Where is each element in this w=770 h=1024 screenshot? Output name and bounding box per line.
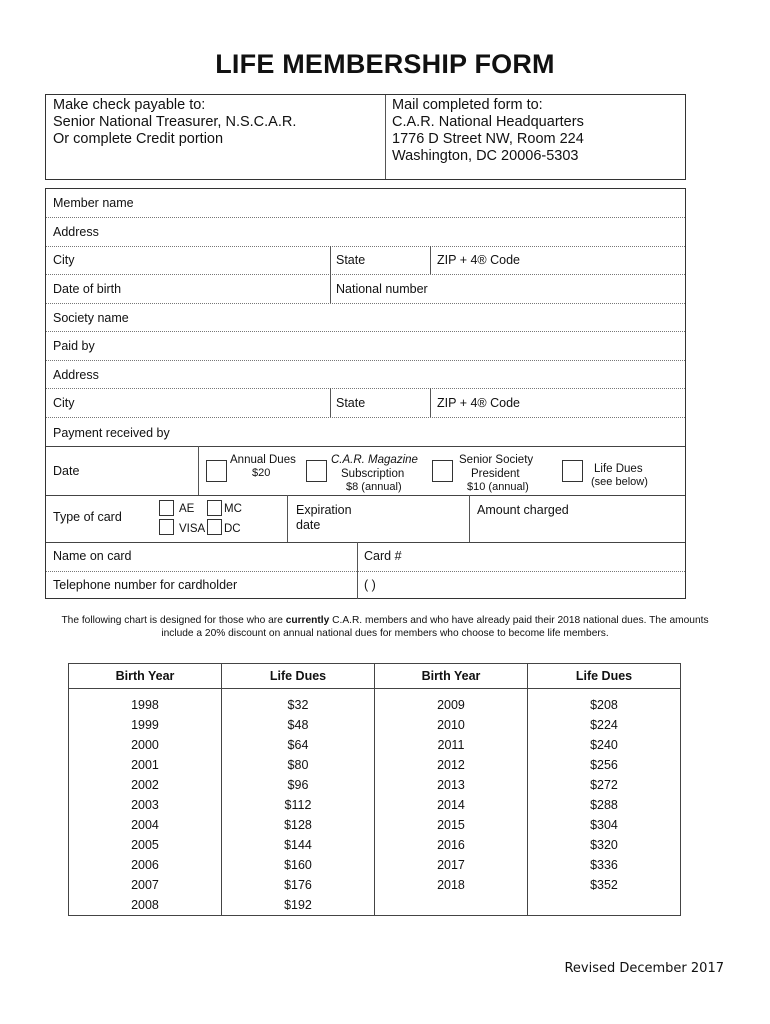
- president-price: $10 (annual): [467, 481, 529, 493]
- name-on-card-field[interactable]: Name on card: [53, 549, 132, 563]
- birth-year-cell: 2016: [374, 835, 527, 855]
- life-dues-cell: $320: [527, 835, 680, 855]
- life-dues-cell: $288: [527, 795, 680, 815]
- payer-city-field[interactable]: City: [53, 396, 75, 410]
- header-birth-year-1: Birth Year: [69, 664, 222, 689]
- life-dues-cell: $256: [527, 755, 680, 775]
- mail-line-4: Washington, DC 20006-5303: [392, 148, 579, 164]
- table-row: [69, 715, 681, 735]
- instructions-divider: [385, 95, 386, 179]
- card-number-field[interactable]: Card #: [364, 549, 402, 563]
- dues-explanation-part1: The following chart is designed for those who are: [61, 615, 286, 626]
- life-dues-cell: $160: [221, 855, 374, 875]
- life-dues-cell: $144: [221, 835, 374, 855]
- birth-year-cell: 2004: [69, 815, 222, 835]
- life-dues-note: (see below): [591, 476, 648, 488]
- magazine-subscription-label: Subscription: [341, 468, 405, 480]
- payment-received-by-field[interactable]: Payment received by: [53, 426, 170, 440]
- table-row: [69, 835, 681, 855]
- expiration-field[interactable]: Expiration: [296, 503, 352, 517]
- table-row: [69, 689, 681, 716]
- table-row: [69, 875, 681, 895]
- birth-year-cell: 2017: [374, 855, 527, 875]
- telephone-field[interactable]: Telephone number for cardholder: [53, 578, 238, 592]
- birth-year-cell: [374, 895, 527, 916]
- dues-explanation-part2: C.A.R. members and who have already paid their 2018 national dues. The amounts include a 20% discount on annual national dues for members who choose to become life members.: [161, 615, 709, 639]
- president-checkbox[interactable]: [432, 460, 453, 482]
- table-row: [69, 815, 681, 835]
- life-dues-cell: $48: [221, 715, 374, 735]
- mail-line-2: C.A.R. National Headquarters: [392, 114, 584, 130]
- birth-year-cell: 2000: [69, 735, 222, 755]
- life-dues-cell: $32: [221, 689, 374, 716]
- payable-line-2: Senior National Treasurer, N.S.C.A.R.: [53, 114, 297, 130]
- birth-year-cell: 2008: [69, 895, 222, 916]
- table-header-row: [69, 664, 681, 689]
- birth-year-cell: 2007: [69, 875, 222, 895]
- life-dues-cell: $272: [527, 775, 680, 795]
- birth-year-cell: 2002: [69, 775, 222, 795]
- national-number-field[interactable]: National number: [336, 282, 428, 296]
- president-title-label: President: [471, 468, 520, 480]
- instructions-box: [45, 94, 686, 180]
- visa-label: VISA: [179, 523, 206, 535]
- birth-year-cell: 2015: [374, 815, 527, 835]
- mc-checkbox[interactable]: [207, 500, 222, 516]
- type-of-card-label: Type of card: [53, 510, 122, 524]
- life-dues-cell: $224: [527, 715, 680, 735]
- birth-year-cell: 1999: [69, 715, 222, 735]
- date-field[interactable]: Date: [53, 464, 80, 478]
- revision-date: Revised December 2017: [564, 961, 724, 976]
- mail-line-3: 1776 D Street NW, Room 224: [392, 131, 584, 147]
- life-dues-cell: $352: [527, 875, 680, 895]
- member-zip-field[interactable]: ZIP + 4® Code: [437, 253, 520, 267]
- birth-year-cell: 1998: [69, 689, 222, 716]
- birth-year-cell: 2001: [69, 755, 222, 775]
- life-dues-table: [68, 663, 681, 916]
- mail-line-1: Mail completed form to:: [392, 97, 543, 113]
- telephone-area-code[interactable]: ( ): [364, 578, 376, 592]
- dues-explanation-emphasis: currently: [285, 615, 330, 626]
- life-dues-cell: $240: [527, 735, 680, 755]
- life-dues-cell: $112: [221, 795, 374, 815]
- birth-year-cell: 2009: [374, 689, 527, 716]
- header-life-dues-2: Life Dues: [527, 664, 680, 689]
- life-dues-cell: $80: [221, 755, 374, 775]
- life-dues-cell: $304: [527, 815, 680, 835]
- ae-checkbox[interactable]: [159, 500, 174, 516]
- birth-year-cell: 2012: [374, 755, 527, 775]
- birth-year-cell: 2018: [374, 875, 527, 895]
- life-dues-label: Life Dues: [594, 463, 643, 475]
- member-city-field[interactable]: City: [53, 253, 75, 267]
- table-row: [69, 895, 681, 916]
- birth-year-cell: 2013: [374, 775, 527, 795]
- mc-label: MC: [224, 503, 242, 515]
- birth-year-cell: 2010: [374, 715, 527, 735]
- magazine-label: C.A.R. Magazine: [331, 454, 418, 466]
- life-dues-cell: [527, 895, 680, 916]
- life-dues-cell: $336: [527, 855, 680, 875]
- society-name-field[interactable]: Society name: [53, 311, 129, 325]
- life-dues-cell: $192: [221, 895, 374, 916]
- table-row: [69, 755, 681, 775]
- magazine-checkbox[interactable]: [306, 460, 327, 482]
- life-dues-cell: $176: [221, 875, 374, 895]
- life-dues-cell: $64: [221, 735, 374, 755]
- annual-dues-checkbox[interactable]: [206, 460, 227, 482]
- birth-year-cell: 2003: [69, 795, 222, 815]
- dues-explanation: [45, 614, 725, 640]
- expiration-date-label: date: [296, 518, 321, 532]
- member-address-field[interactable]: Address: [53, 225, 99, 239]
- payer-zip-field[interactable]: ZIP + 4® Code: [437, 396, 520, 410]
- form-title: LIFE MEMBERSHIP FORM: [215, 49, 555, 79]
- visa-checkbox[interactable]: [159, 519, 174, 535]
- header-birth-year-2: Birth Year: [374, 664, 527, 689]
- table-row: [69, 735, 681, 755]
- table-row: [69, 795, 681, 815]
- magazine-price: $8 (annual): [346, 481, 402, 493]
- birth-year-cell: 2011: [374, 735, 527, 755]
- ae-label: AE: [179, 503, 195, 515]
- life-dues-cell: $96: [221, 775, 374, 795]
- payable-line-1: Make check payable to:: [53, 97, 206, 113]
- member-name-field[interactable]: Member name: [53, 196, 134, 210]
- dc-checkbox[interactable]: [207, 519, 222, 535]
- payable-line-3: Or complete Credit portion: [53, 131, 224, 147]
- birth-year-cell: 2005: [69, 835, 222, 855]
- date-of-birth-field[interactable]: Date of birth: [53, 282, 122, 296]
- payer-state-field[interactable]: State: [336, 396, 366, 410]
- table-row: [69, 775, 681, 795]
- member-state-field[interactable]: State: [336, 253, 366, 267]
- annual-dues-label: Annual Dues: [230, 454, 296, 466]
- header-life-dues-1: Life Dues: [221, 664, 374, 689]
- life-dues-checkbox[interactable]: [562, 460, 583, 482]
- life-dues-cell: $128: [221, 815, 374, 835]
- payer-address-field[interactable]: Address: [53, 368, 99, 382]
- dc-label: DC: [224, 523, 241, 535]
- membership-form: [45, 188, 686, 599]
- birth-year-cell: 2006: [69, 855, 222, 875]
- paid-by-field[interactable]: Paid by: [53, 339, 95, 353]
- table-row: [69, 855, 681, 875]
- birth-year-cell: 2014: [374, 795, 527, 815]
- amount-charged-field[interactable]: Amount charged: [477, 503, 569, 517]
- annual-dues-price: $20: [252, 467, 271, 479]
- president-label: Senior Society: [459, 454, 534, 466]
- life-dues-cell: $208: [527, 689, 680, 716]
